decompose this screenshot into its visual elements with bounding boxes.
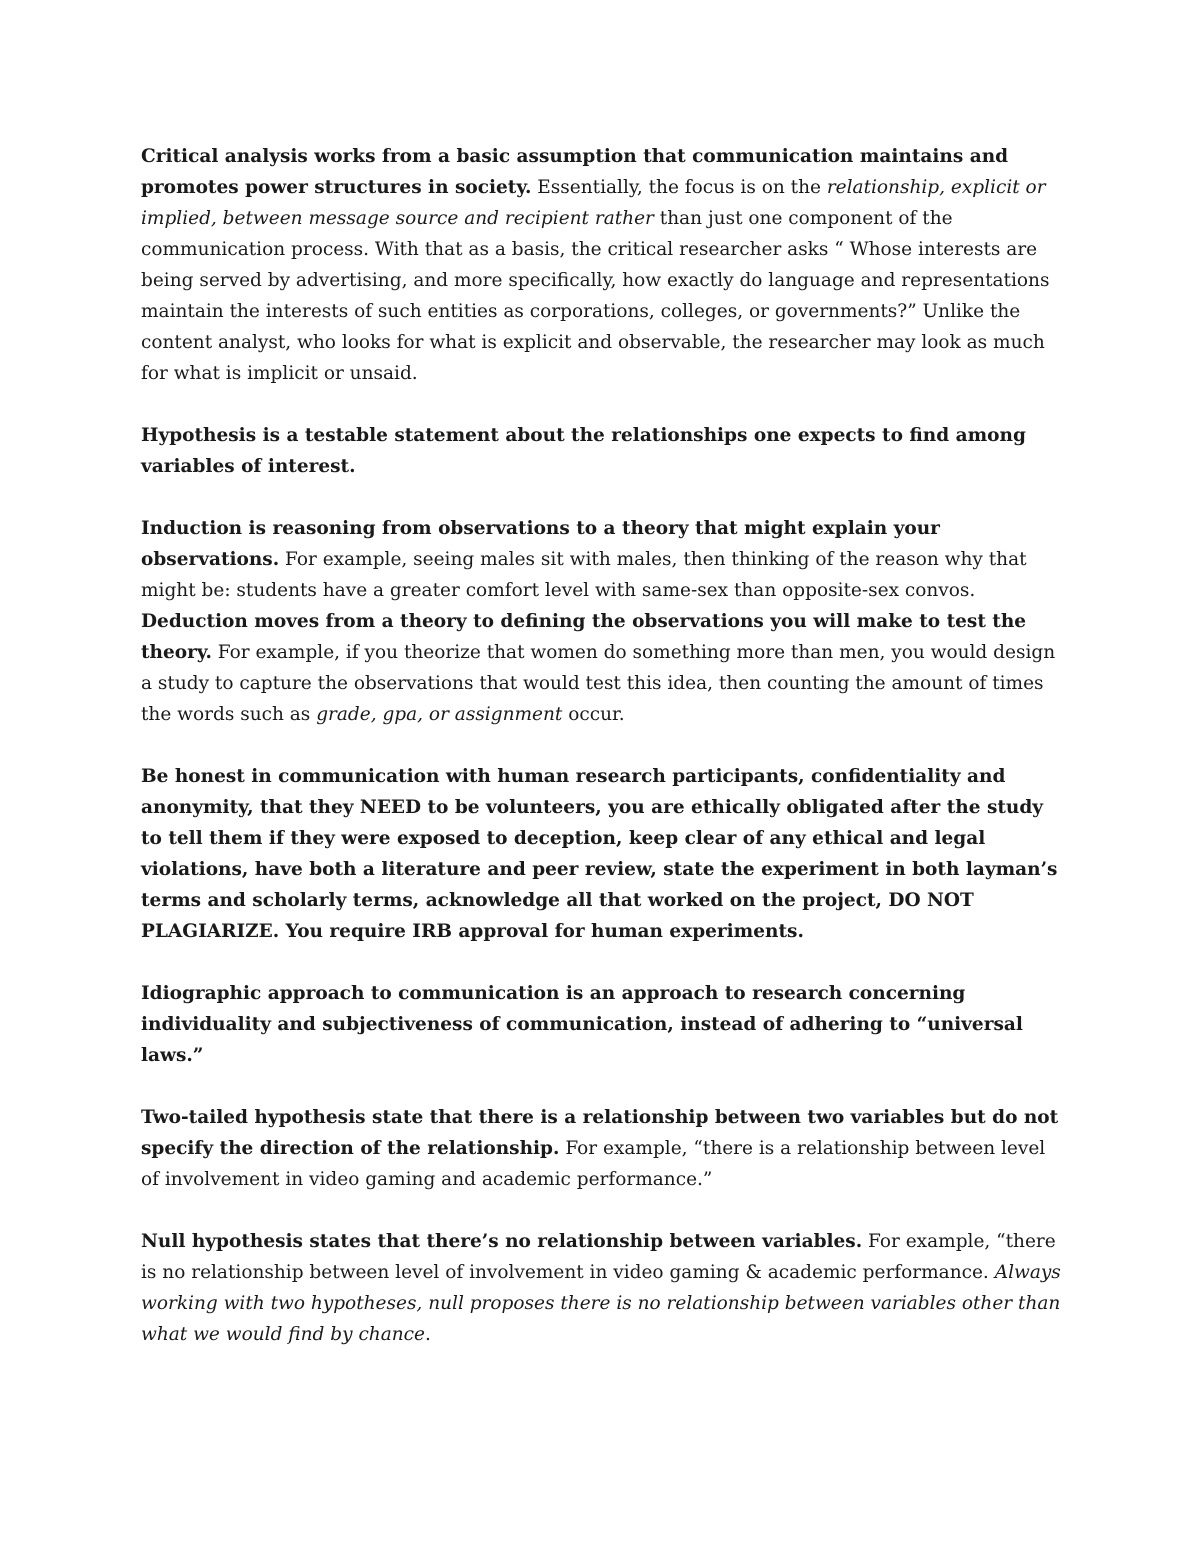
deduction-emphasis: grade, gpa, or assignment	[316, 704, 563, 725]
deduction-text: For example, if you theorize that women do something more than men, you would design a study to capture the observations that would test this idea, then counting the amount of times the words such as	[141, 642, 1056, 725]
null-hypothesis-emphasis: Always working with two hypotheses, null proposes there is no relationship between variables other than what we would find by chance	[141, 1262, 1061, 1345]
two-tailed-term: Two-tailed hypothesis state that there is a relationship between two variables but do not specify the direction of the relationship.	[141, 1107, 1059, 1159]
ethics-text: Be honest in communication with human research participants, confidentiality and anonymity, that they NEED to be volunteers, you are ethically obligated after the study to tell them if they were exposed to deception, keep clear of any ethical and legal violations, have both a literature and peer review, state the experiment in both layman’s terms and scholarly terms, acknowledge all that worked on the project, DO NOT PLAGIARIZE. You require IRB approval for human experiments.	[141, 766, 1058, 942]
critical-analysis-text-cont: than just one component of the communication process. With that as a basis, the critical researcher asks “ Whose interests are being served by advertising, and more specifically, how exactly do language and representations maintain the interests of such entities as corporations, colleges, or governments?” Unlike the content analyst, who looks for what is explicit and observable, the researcher may look as much for what is implicit or unsaid.	[141, 208, 1050, 384]
deduction-term: Deduction moves from a theory to defining the observations you will make to test the theory.	[141, 611, 1027, 663]
idiographic-paragraph	[141, 978, 1066, 1071]
null-hypothesis-term: Null hypothesis states that there’s no relationship between variables.	[141, 1231, 863, 1252]
document-page	[141, 141, 1066, 1381]
ethics-paragraph	[141, 761, 1066, 947]
null-hypothesis-text: For example, “there is no relationship between level of involvement in video gaming & academic performance.	[141, 1231, 1056, 1283]
critical-analysis-paragraph	[141, 141, 1066, 389]
critical-analysis-text: Essentially, the focus is on the	[531, 177, 827, 198]
two-tailed-paragraph	[141, 1102, 1066, 1195]
induction-text: For example, seeing males sit with males, then thinking of the reason why that might be: students have a greater comfort level with same-sex than opposite-sex convos.	[141, 549, 1027, 601]
hypothesis-paragraph	[141, 420, 1066, 482]
induction-paragraph	[141, 513, 1066, 606]
deduction-paragraph	[141, 606, 1066, 730]
critical-analysis-term: Critical analysis works from a basic assumption that communication maintains and promotes power structures in society.	[141, 146, 1009, 198]
critical-analysis-emphasis: relationship, explicit or implied, between message source and recipient rather	[141, 177, 1046, 229]
deduction-text-end: occur.	[562, 704, 625, 725]
two-tailed-text: For example, “there is a relationship between level of involvement in video gaming and academic performance.”	[141, 1138, 1046, 1190]
induction-term: Induction is reasoning from observations to a theory that might explain your observations.	[141, 518, 940, 570]
idiographic-term: Idiographic approach to communication is an approach to research concerning individuality and subjectiveness of communication, instead of adhering to “universal laws.”	[141, 983, 1023, 1066]
null-hypothesis-end: .	[424, 1324, 431, 1345]
hypothesis-term: Hypothesis is a testable statement about the relationships one expects to find among variables of interest.	[141, 425, 1026, 477]
null-hypothesis-paragraph	[141, 1226, 1066, 1350]
